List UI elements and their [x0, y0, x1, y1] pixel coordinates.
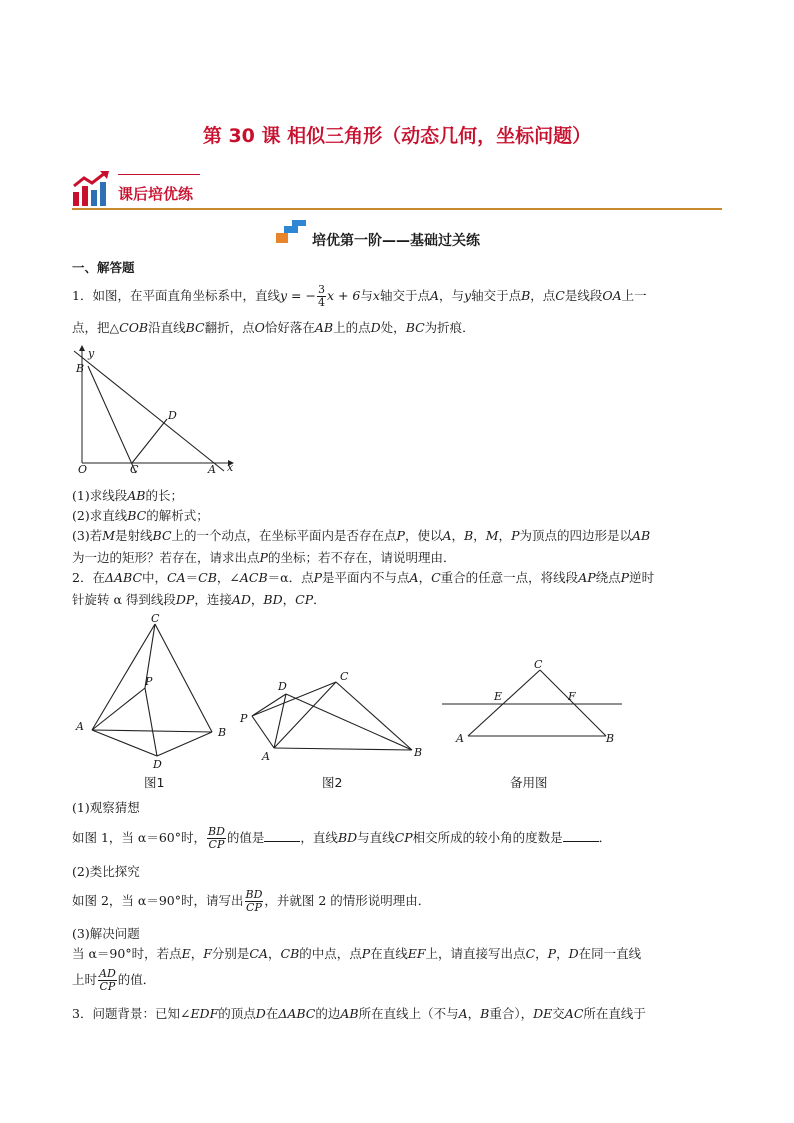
label-x: x [227, 461, 234, 474]
fig1-label-b: B [218, 726, 227, 739]
q2-part3-title: (3)解决问题 [72, 926, 140, 941]
fig3-label-b: B [606, 732, 615, 745]
q3-intro-line1: 3．问题背景：已知∠EDF的顶点D在ΔABC的边AB所在直线上（不与A，B重合），DE交AC所在直线于 [72, 1006, 646, 1021]
line-ab [74, 351, 224, 471]
chart-growth-icon [72, 170, 116, 208]
fig2-label-c: C [340, 670, 349, 683]
fig1-label-c: C [151, 612, 160, 625]
fig3-label-a: A [456, 732, 464, 745]
steps-icon [276, 220, 308, 246]
q2-figure-backup [438, 652, 628, 748]
q1-intro-line1: 1．如图，在平面直角坐标系中，直线y = − $\frac{3}{4}$ x + 6与x轴交于点A，与y轴交于点B，点C是线段OA上一 [72, 283, 647, 309]
q1-sub3-line1: (3)若M是射线BC上的一个动点，在坐标平面内是否存在点P，使以A，B，M，P为顶点的四边形是以AB [72, 528, 651, 543]
q1-sub1: (1)求线段AB的长； [72, 488, 183, 503]
fig1-label-a: A [76, 720, 84, 733]
page-title: 第 30 课 相似三角形（动态几何，坐标问题） [202, 125, 592, 147]
q2-part2-text: 如图 2，当 α＝90°时，请写出 $\frac{BD}{CP}$ ，并就图 2 的情形说明理由． [72, 888, 431, 914]
q2-figure-2 [236, 664, 430, 764]
q2-figure-2-caption: 图2 [322, 775, 343, 790]
fig3-label-c: C [534, 658, 543, 671]
q2-part1-text: 如图 1，当 α＝60°时， $\frac{BD}{CP}$ 的值是 ，直线BD与直线CP相交所成的较小角的度数是 ． [72, 825, 612, 851]
section-label: 课后培优练 [118, 185, 194, 203]
q2-intro-line2: 针旋转 α 得到线段DP，连接AD，BD，CP． [72, 592, 326, 607]
label-b: B [76, 362, 85, 375]
label-o: O [78, 463, 88, 475]
answer-blank-2 [563, 829, 599, 842]
fig2-label-p: P [240, 712, 248, 725]
segment-cd [132, 419, 167, 463]
q1-sub3-line2: 为一边的矩形？若存在，请求出点P的坐标；若不存在，请说明理由． [72, 550, 456, 565]
q2-part1-title: (1)观察猜想 [72, 800, 140, 815]
header-rule [72, 208, 722, 210]
q1-sub2: (2)求直线BC的解析式； [72, 508, 209, 523]
sub-heading: 培优第一阶——基础过关练 [312, 233, 480, 249]
fig2-label-a: A [262, 750, 270, 763]
q2-figure-backup-caption: 备用图 [510, 775, 548, 790]
part-heading: 一、解答题 [72, 260, 135, 275]
fig1-label-d: D [153, 758, 162, 771]
q1-fraction: $\frac{3}{4}$ [317, 283, 325, 309]
label-y: y [88, 347, 95, 360]
q1-figure [72, 345, 238, 475]
q2-intro-line1: 2．在ΔABC中，CA＝CB，∠ACB＝α．点P是平面内不与点A，C重合的任意一点，将线段AP绕点P逆时 [72, 570, 655, 585]
section-label-rule [118, 174, 200, 175]
fig1-label-p: P [145, 675, 153, 688]
answer-blank-1 [264, 829, 300, 842]
label-d: D [168, 409, 177, 422]
fig2-label-d: D [278, 680, 287, 693]
q2-part3-line1: 当 α＝90°时，若点E，F分别是CA，CB的中点，点P在直线EF上，请直接写出点C，P，D在同一直线 [72, 946, 642, 961]
q2-figure-1 [72, 612, 236, 774]
fig3-label-f: F [568, 690, 576, 703]
q1-intro-line2: 点，把△COB沿直线BC翻折，点O恰好落在AB上的点D处，BC为折痕． [72, 320, 475, 335]
label-a: A [208, 463, 216, 475]
fig2-label-b: B [414, 746, 423, 759]
label-c: C [130, 463, 139, 475]
q2-part3-line2: 上时 $\frac{AD}{CP}$ 的值． [72, 967, 156, 993]
q2-figure-1-caption: 图1 [144, 775, 165, 790]
fig3-label-e: E [494, 690, 503, 703]
q2-part2-title: (2)类比探究 [72, 864, 140, 879]
